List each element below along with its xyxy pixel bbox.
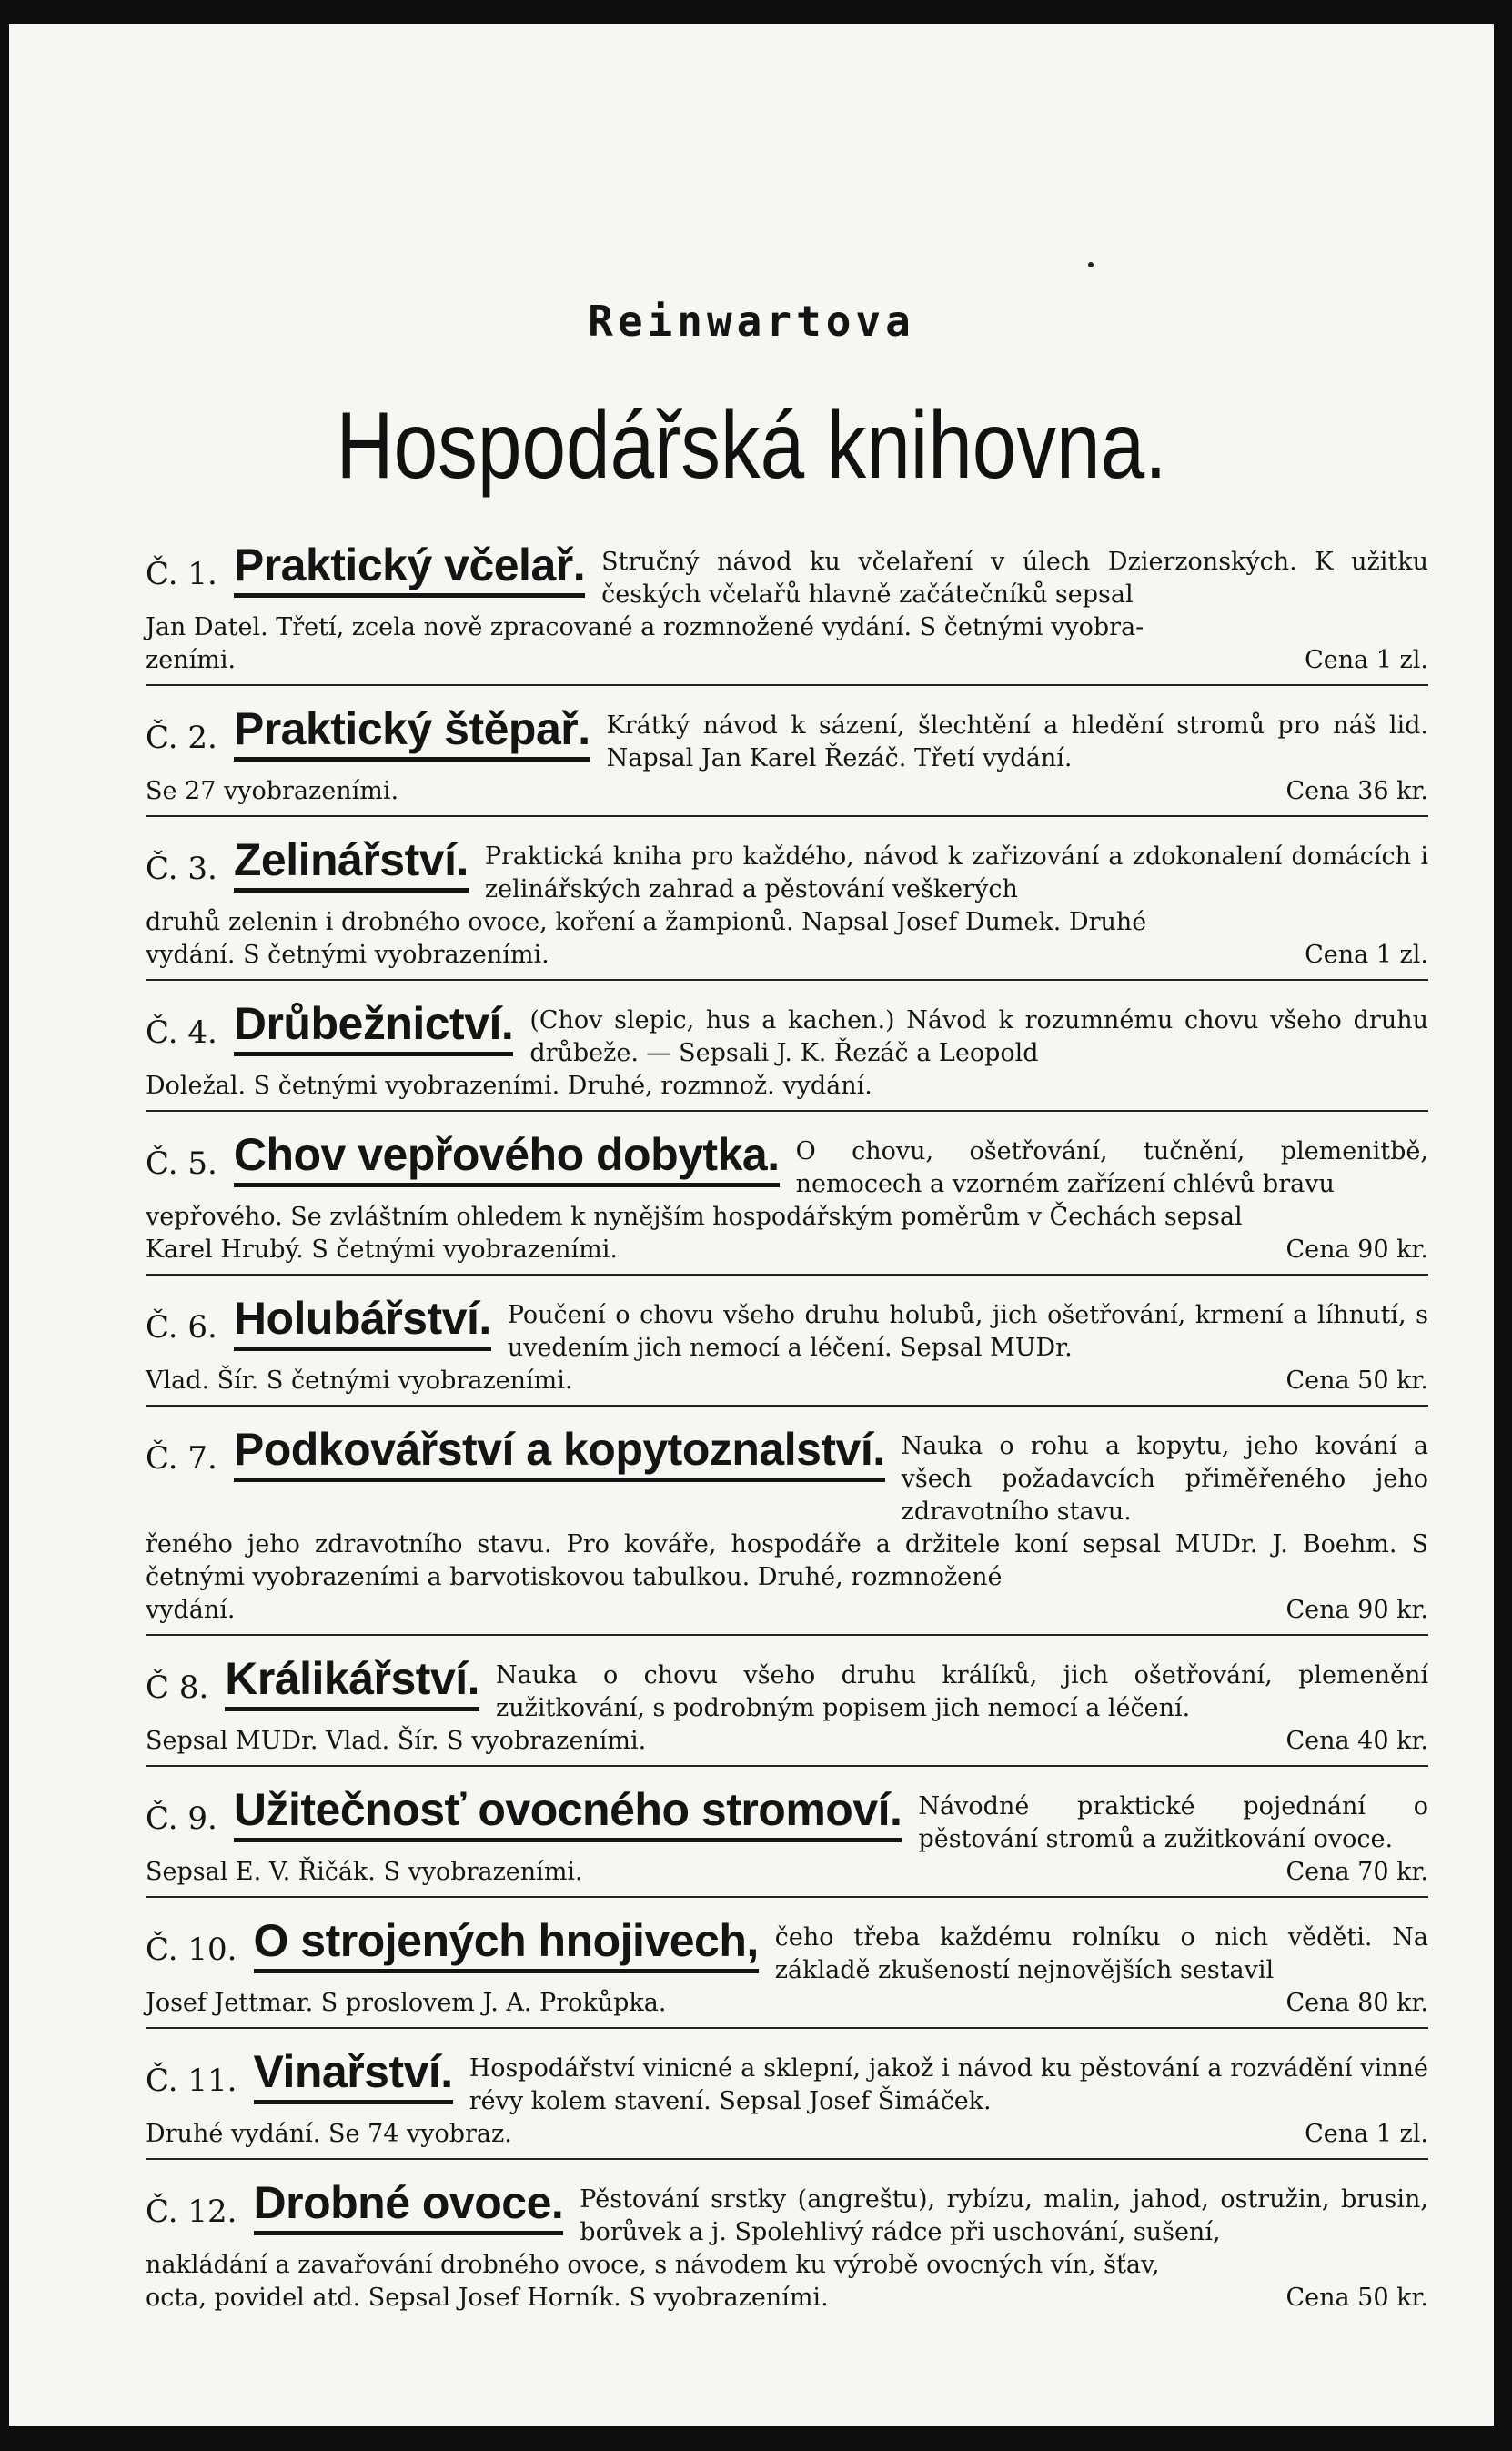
divider (146, 684, 1428, 686)
entry-price: Cena 50 kr. (1285, 1367, 1428, 1395)
book-entry (146, 2045, 1428, 2160)
entry-price: Cena 1 zl. (1305, 646, 1428, 674)
entry-title: Užitečnosť ovocného stromoví. (234, 1783, 902, 1842)
entry-footer: vydání. S četnými vyobrazeními. (146, 941, 549, 969)
book-entry (146, 539, 1428, 686)
book-entry (146, 997, 1428, 1112)
book-entry (146, 1292, 1428, 1407)
entry-number: Č. 10. (146, 1932, 237, 1968)
entry-number: Č. 2. (146, 720, 217, 756)
print-speck (1088, 262, 1094, 267)
book-entry (146, 1423, 1428, 1636)
divider (146, 1405, 1428, 1407)
entry-body: vepřového. Se zvláštním ohledem k nynějším hospodářským poměrům v Čechách sepsal (146, 1203, 1243, 1231)
entry-title: Drobné ovoce. (254, 2176, 564, 2235)
entry-title: Zelinářství. (234, 833, 469, 893)
entry-footer: vydání. (146, 1596, 236, 1624)
entry-number: Č. 9. (146, 1800, 217, 1837)
book-list (146, 539, 1428, 2331)
book-entry (146, 1914, 1428, 2029)
divider (146, 1634, 1428, 1636)
entry-price: Cena 70 kr. (1285, 1858, 1428, 1886)
book-entry (146, 702, 1428, 817)
entry-description: Pěstování srstky (angreštu), rybízu, malin, jahod, ostružin, brusin, borůvek a j. Spolehlivý rádce při uschování, sušení, (580, 2185, 1428, 2246)
entry-number: Č. 11. (146, 2063, 237, 2099)
divider (146, 1110, 1428, 1112)
divider (146, 979, 1428, 981)
book-entry (146, 1652, 1428, 1767)
entry-footer: Karel Hrubý. S četnými vyobrazeními. (146, 1236, 618, 1264)
entry-title: Podkovářství a kopytoznalství. (234, 1423, 885, 1482)
entry-description: čeho třeba každému rolníku o nich věděti. Na základě zkušeností nejnovějších sestavil (774, 1923, 1428, 1984)
entry-price: Cena 80 kr. (1285, 1989, 1428, 2017)
entry-title: Praktický štěpař. (234, 702, 590, 762)
divider (146, 1896, 1428, 1898)
entry-description: Hospodářství vinicné a sklepní, jakož i návod ku pěstování a rozvádění vinné révy kolem stavení. Sepsal Josef Šimáček. (469, 2054, 1428, 2115)
entry-number: Č. 6. (146, 1309, 217, 1346)
entry-price: Cena 1 zl. (1305, 2120, 1428, 2148)
entry-number: Č. 1. (146, 556, 217, 592)
entry-body: Jan Datel. Třetí, zcela nově zpracované a rozmnožené vydání. S četnými vyobra- (146, 613, 1144, 641)
entry-number: Č. 4. (146, 1014, 217, 1051)
entry-number: Č. 5. (146, 1145, 217, 1182)
entry-title: Praktický včelař. (234, 539, 585, 598)
entry-title: Holubářství. (234, 1292, 491, 1351)
entry-description: Stručný návod ku včelaření v úlech Dzierzonských. K užitku českých včelařů hlavně začátečníků sepsal (601, 548, 1428, 609)
entry-footer: Doležal. S četnými vyobrazeními. Druhé, rozmnož. vydání. (146, 1072, 872, 1100)
entry-footer: Druhé vydání. Se 74 vyobraz. (146, 2120, 512, 2148)
entry-price: Cena 36 kr. (1285, 777, 1428, 805)
series-name: Reinwartova (588, 297, 915, 346)
entry-footer: Sepsal E. V. Řičák. S vyobrazeními. (146, 1858, 583, 1886)
entry-description: Poučení o chovu všeho druhu holubů, jich ošetřování, krmení a líhnutí, s uvedením jich nemocí a léčení. Sepsal MUDr. (507, 1301, 1428, 1362)
book-entry (146, 833, 1428, 981)
entry-price: Cena 90 kr. (1285, 1236, 1428, 1264)
entry-price: Cena 50 kr. (1285, 2284, 1428, 2312)
entry-description: Nauka o chovu všeho druhu králíků, jich ošetřování, plemenění zužitkování, s podrobným popisem jich nemocí a léčení. (496, 1661, 1428, 1722)
entry-price: Cena 40 kr. (1285, 1727, 1428, 1755)
entry-footer: Se 27 vyobrazeními. (146, 777, 399, 805)
entry-footer: Vlad. Šír. S četnými vyobrazeními. (146, 1367, 573, 1395)
entry-price (1401, 1070, 1428, 1103)
divider (146, 1274, 1428, 1276)
entry-number: Č. 7. (146, 1440, 217, 1477)
entry-body: řeného jeho zdravotního stavu. Pro kováře, hospodáře a držitele koní sepsal MUDr. J. Boehm. S četnými vyobrazeními a barvotiskovou tabulkou. Druhé, rozmnožené (146, 1530, 1428, 1591)
divider (146, 815, 1428, 817)
entry-description: Nauka o rohu a kopytu, jeho kování a všech požadavcích přiměřeného jeho zdravotního stavu. (901, 1432, 1428, 1526)
entry-title: O strojených hnojivech, (254, 1914, 759, 1973)
entry-footer: Josef Jettmar. S proslovem J. A. Prokůpka. (146, 1989, 667, 2017)
entry-price: Cena 90 kr. (1285, 1596, 1428, 1624)
entry-description: Krátký návod k sázení, šlechtění a hledění stromů pro náš lid. Napsal Jan Karel Řezáč. Třetí vydání. (606, 711, 1428, 772)
divider (146, 2158, 1428, 2160)
entry-description: Praktická kniha pro každého, návod k zařizování a zdokonalení domácích i zelinářských zahrad a pěstování veškerých (484, 842, 1428, 903)
entry-title: Drůbežnictví. (234, 997, 513, 1056)
entry-description: Návodné praktické pojednání o pěstování stromů a zužitkování ovoce. (918, 1792, 1428, 1853)
entry-title: Vinařství. (254, 2045, 453, 2104)
entry-description: (Chov slepic, hus a kachen.) Návod k rozumnému chovu všeho druhu drůbeže. — Sepsali J. K. Řezáč a Leopold (529, 1006, 1428, 1067)
entry-footer: Sepsal MUDr. Vlad. Šír. S vyobrazeními. (146, 1727, 647, 1755)
entry-footer: octa, povidel atd. Sepsal Josef Horník. S vyobrazeními. (146, 2284, 829, 2312)
book-entry (146, 1783, 1428, 1898)
entry-number: Č 8. (146, 1669, 209, 1706)
entry-body: nakládání a zavařování drobného ovoce, s návodem ku výrobě ovocných vín, šťav, (146, 2251, 1160, 2279)
entry-body: druhů zelenin i drobného ovoce, koření a žampionů. Napsal Josef Dumek. Druhé (146, 908, 1147, 936)
book-entry (146, 2176, 1428, 2315)
entry-price: Cena 1 zl. (1305, 941, 1428, 969)
page-title: Hospodářská knihovna. (336, 393, 1167, 499)
entry-footer: zeními. (146, 646, 237, 674)
entry-number: Č. 12. (146, 2194, 237, 2230)
entry-number: Č. 3. (146, 851, 217, 887)
divider (146, 1765, 1428, 1767)
entry-description: O chovu, ošetřování, tučnění, plemenitbě, nemocech a vzorném zařízení chlévů bravu (795, 1137, 1428, 1198)
book-entry (146, 1128, 1428, 1276)
catalog-page (9, 24, 1494, 2426)
divider (146, 2027, 1428, 2029)
entry-title: Králikářství. (225, 1652, 479, 1711)
entry-title: Chov vepřového dobytka. (234, 1128, 780, 1187)
